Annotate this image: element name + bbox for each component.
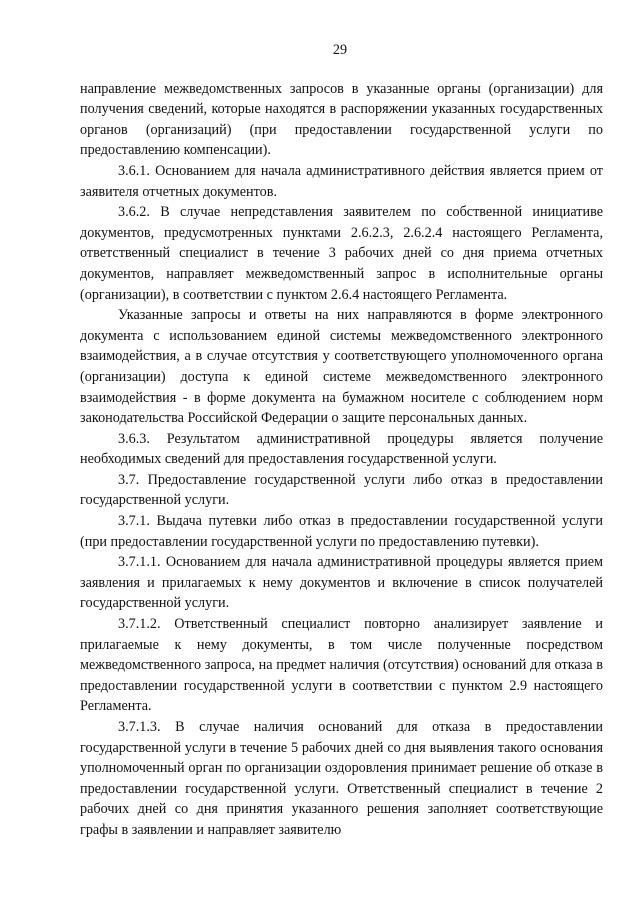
paragraph-3-6-1: 3.6.1. Основанием для начала административного действия является прием от заявителя отчетных документов. [80, 162, 603, 200]
document-body [80, 79, 603, 841]
paragraph-3-7-1-3: 3.7.1.3. В случае наличия оснований для отказа в предоставлении государственной услуги в течение 5 рабочих дней со дня выявления такого основания уполномоченный орган по организации оздоровления принимает решение об отказе в предоставлении государственной услуги. Ответственный специалист в течение 2 рабочих дней со дня принятия указанного решения заполняет соответствующие графы в заявлении и направляет заявителю [80, 719, 603, 838]
paragraph-3-7: 3.7. Предоставление государственной услуги либо отказ в предоставлении государственной услуги. [80, 471, 603, 509]
paragraph-3-6-2: 3.6.2. В случае непредставления заявителем по собственной инициативе документов, предусмотренных пунктами 2.6.2.3, 2.6.2.4 настоящего Регламента, ответственный специалист в течение 3 рабочих дней со дня приема отчетных документов, направляет межведомственный запрос в исполнительные органы (организации), в соответствии с пунктом 2.6.4 настоящего Регламента. [80, 204, 603, 303]
paragraph-3-7-1-1: 3.7.1.1. Основанием для начала административной процедуры является прием заявления и прилагаемых к нему документов и включение в список получателей государственной услуги. [80, 554, 603, 612]
paragraph-3-6-3: 3.6.3. Результатом административной процедуры является получение необходимых сведений для предоставления государственной услуги. [80, 430, 603, 468]
paragraph-3-7-1-2: 3.7.1.2. Ответственный специалист повторно анализирует заявление и прилагаемые к нему документы, в том числе полученные посредством межведомственного запроса, на предмет наличия (отсутствия) оснований для отказа в предоставлении государственной услуги в соответствии с пунктом 2.9 настоящего Регламента. [80, 616, 603, 715]
page-number: 29 [332, 42, 348, 58]
paragraph-3-7-1: 3.7.1. Выдача путевки либо отказ в предоставлении государственной услуги (при предоставлении государственной услуги по предоставлению путевки). [80, 513, 603, 550]
paragraph-requests-form: Указанные запросы и ответы на них направляются в форме электронного документа с использованием единой системы межведомственного электронного взаимодействия, а в случае отсутствия у соответствующего уполномоченного органа (организации) доступа к единой системе межведомственного электронного взаимодействия - в форме документа на бумажном носителе с соблюдением норм законодательства Российской Федерации о защите персональных данных. [80, 307, 603, 427]
paragraph-continuation: направление межведомственных запросов в указанные органы (организации) для получения сведений, которые находятся в распоряжении указанных государственных органов (организаций) (при предоставлении государственной услуги по предоставлению компенсации). [80, 80, 603, 159]
